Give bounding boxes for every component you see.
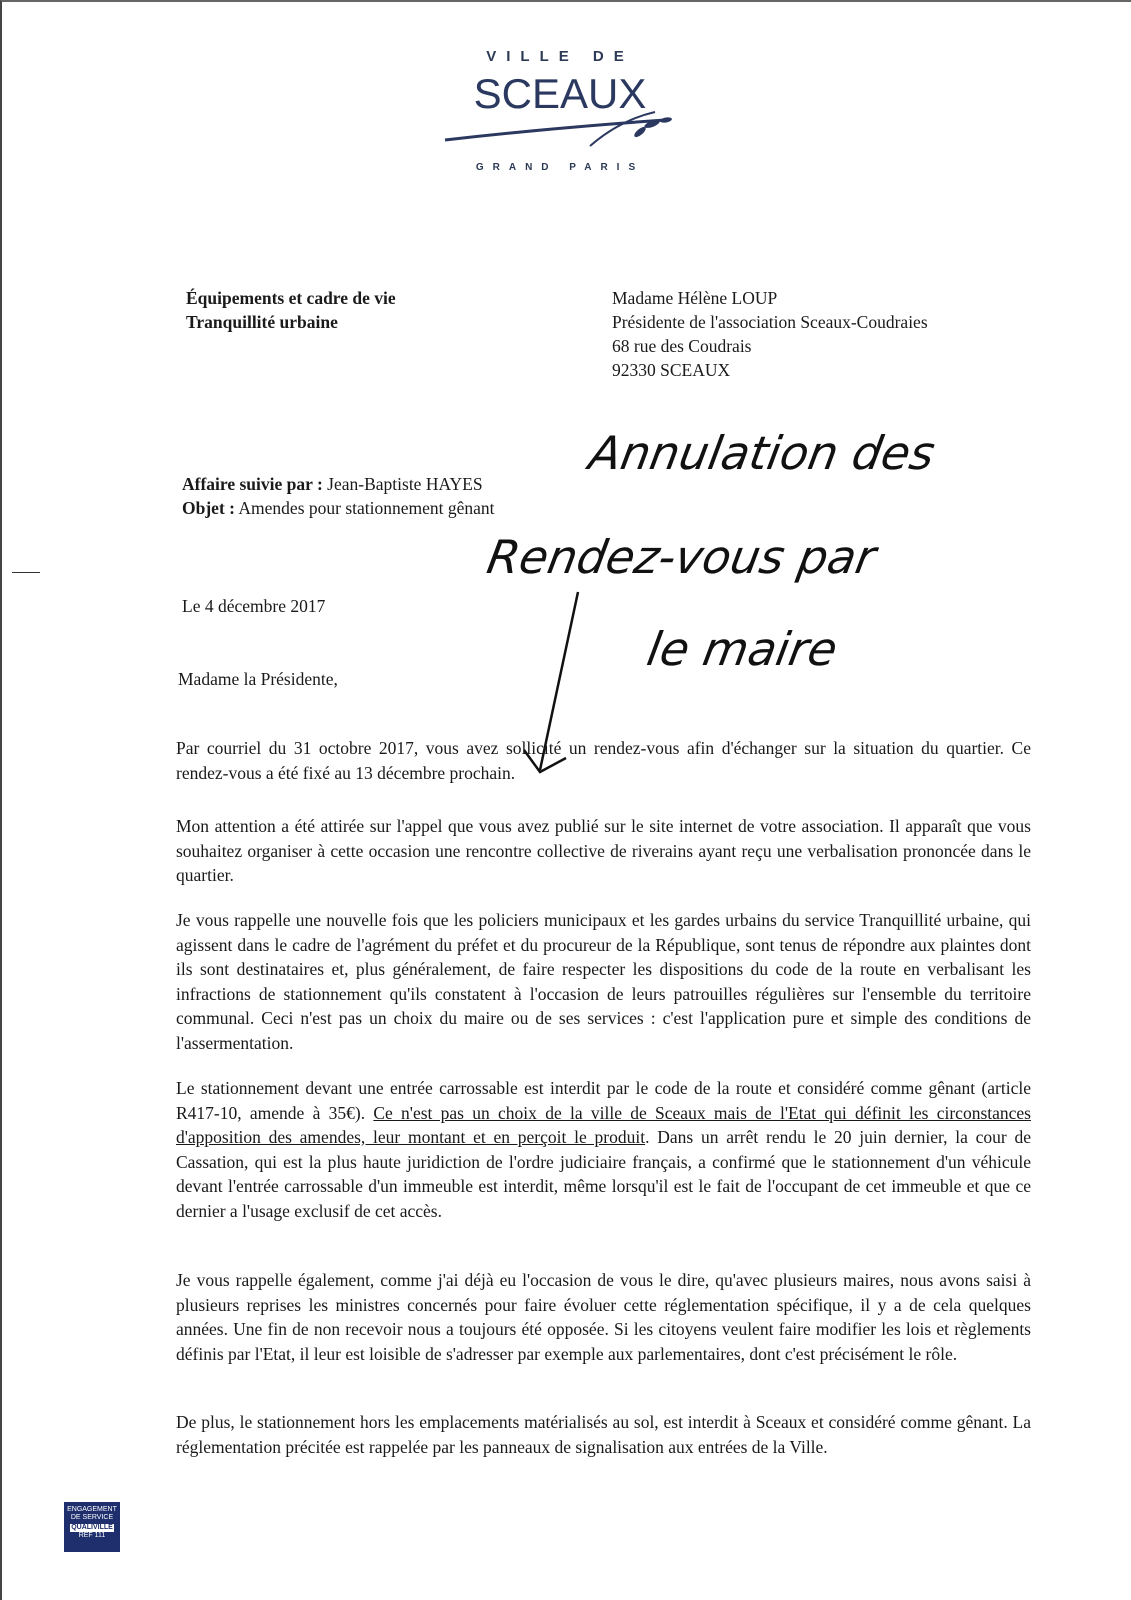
recipient-title: Présidente de l'association Sceaux-Coudraies [612,312,928,332]
object-label: Objet : [182,498,235,518]
paragraph-1: Par courriel du 31 octobre 2017, vous avez sollicité un rendez-vous afin d'échanger sur la situation du quartier. Ce rendez-vous a été fixé au 13 décembre prochain. [176,738,1031,783]
paragraph-3: Je vous rappelle une nouvelle fois que les policiers municipaux et les gardes urbains du service Tranquillité urbaine, qui agissent dans le cadre de l'agrément du préfet et du procureur de la République, sont tenus de répondre aux plaintes dont ils sont destinataires et, plus généralement, de faire respecter les dispositions du code de la route en verbalisant les infractions de stationnement qu'ils constatent à l'occasion de leurs patrouilles régulières sur l'ensemble du territoire communal. Ceci n'est pas un choix du maire ou de ses services : c'est l'application pure et simple des conditions de l'assermentation. [176,910,1031,1053]
city-logo [430,48,690,188]
sender-department: Équipements et cadre de vie [186,288,396,308]
sender-service: Tranquillité urbaine [186,312,338,332]
badge-line-3: QUALIVILLE [71,1524,113,1531]
badge-line-4: REF 111 [78,1532,106,1539]
followed-by-value: Jean-Baptiste HAYES [327,474,483,494]
salutation: Madame la Présidente, [178,669,338,689]
margin-fold-mark [12,572,40,573]
paragraph-2: Mon attention a été attirée sur l'appel que vous avez publié sur le site internet de votre association. Il apparaît que vous souhaitez organiser à cette occasion une rencontre collective de riverains ayant reçu une verbalisation prononcée dans le quartier. [176,816,1031,885]
paragraph-5: Je vous rappelle également, comme j'ai déjà eu l'occasion de vous le dire, qu'avec plusieurs maires, nous avons saisi à plusieurs reprises les ministres concernés pour faire évoluer cette réglementation spécifique, il y a de cela quelques années. Une fin de non recevoir nous a toujours été opposée. Si les citoyens veulent faire modifier les lois et règlements définis par l'Etat, il leur est loisible de s'adresser par exemple aux parlementaires, dont c'est précisément le rôle. [176,1270,1031,1364]
paragraph-6: De plus, le stationnement hors les emplacements matérialisés au sol, est interdit à Sceaux et considéré comme gênant. La réglementation précitée est rappelée par les panneaux de signalisation aux entrées de la Ville. [176,1412,1031,1457]
paragraph-4-part-1: Le stationnement devant une entrée carrossable est interdit par le code de la route et considéré comme gênant (article R417-10, amende à 35€). [176,1078,1031,1123]
badge-line-2: DE SERVICE [70,1514,114,1521]
qualiville-badge [64,1502,120,1552]
logo-swoosh-icon [440,110,680,150]
followed-by-label: Affaire suivie par : [182,474,323,494]
handwritten-line-2: Rendez-vous par [483,530,880,584]
object-line [182,496,495,521]
recipient-name: Madame Hélène LOUP [612,288,778,308]
recipient-street: 68 rue des Coudrais [612,336,752,356]
logo-top-text: VILLE DE [486,48,634,65]
paragraph-4 [176,1076,1031,1223]
logo-bottom-text: GRAND PARIS [475,162,645,173]
badge-line-1: ENGAGEMENT [67,1506,117,1513]
letter-date: Le 4 décembre 2017 [182,596,326,616]
followed-by [182,472,483,497]
recipient-city: 92330 SCEAUX [612,360,731,380]
handwritten-line-1: Annulation des [585,426,939,480]
paragraph-4-part-3: . Dans un arrêt rendu le 20 juin dernier, la cour de Cassation, qui est la plus haute juridiction de l'ordre judiciaire français, a confirmé que le stationnement d'un véhicule devant l'entrée carrossable d'un immeuble est interdit, même lorsqu'il est le fait de l'occupant de cet immeuble et que ce dernier a l'usage exclusif de cet accès. [176,1127,1032,1221]
paragraph-4-underlined: Ce n'est pas un choix de la ville de Sceaux mais de l'Etat qui définit les circonstances d'apposition des amendes, leur montant et en perçoit le produit [176,1102,1031,1147]
object-value: Amendes pour stationnement gênant [238,498,495,518]
handwritten-line-3: le maire [643,622,842,676]
logo-main-text: SCEAUX [473,70,647,117]
